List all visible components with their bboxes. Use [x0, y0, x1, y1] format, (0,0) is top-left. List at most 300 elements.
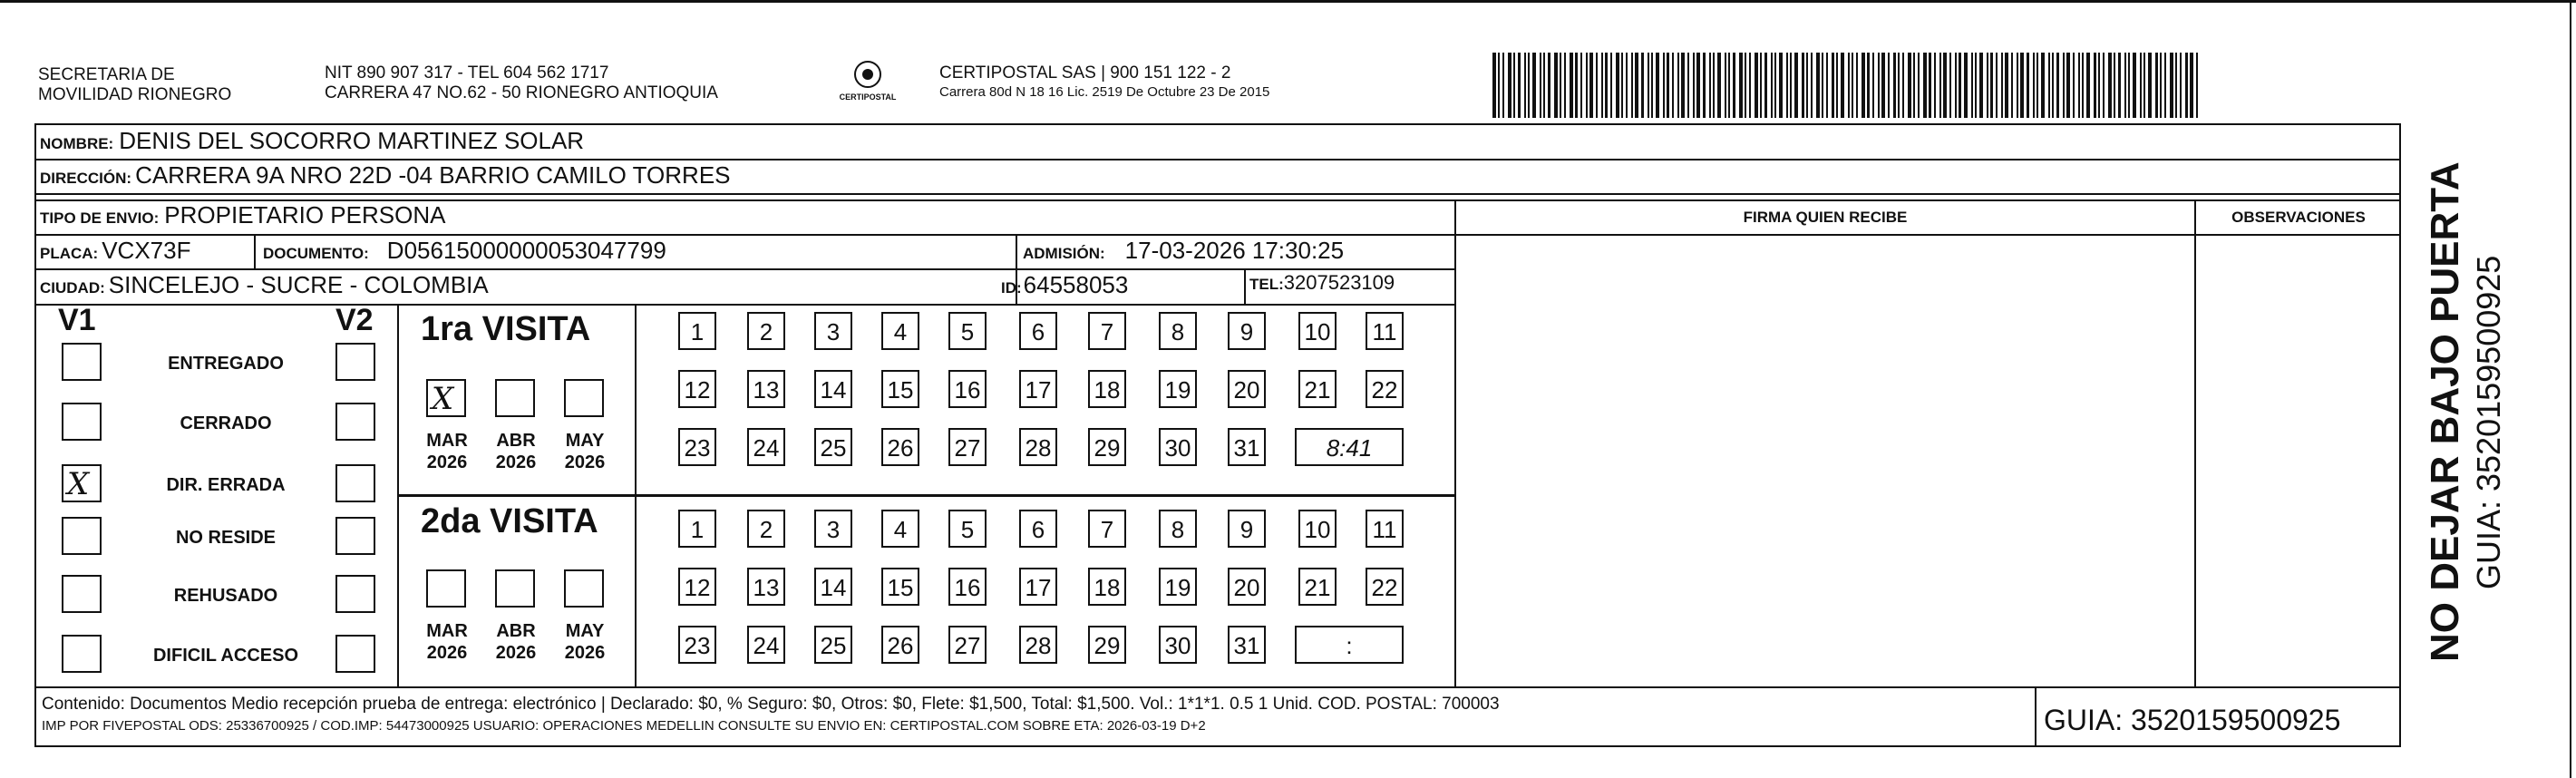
barcode-bar — [1779, 53, 1783, 118]
day-box[interactable]: 29 — [1088, 428, 1126, 466]
barcode-bar — [1492, 53, 1496, 118]
barcode-bar — [1867, 53, 1870, 118]
status-label: DIFICIL ACCESO — [152, 646, 298, 666]
barcode-bar — [2190, 53, 2193, 118]
month-year: 2026 — [426, 643, 468, 663]
barcode-bar — [1663, 53, 1665, 118]
month-year: 2026 — [495, 452, 537, 472]
v1-label: V1 — [58, 303, 96, 337]
month-year: 2026 — [495, 643, 537, 663]
barcode-bar — [1589, 53, 1593, 118]
day-box[interactable]: 1 — [678, 510, 716, 548]
barcode-bar — [1548, 53, 1550, 118]
barcode-bar — [2143, 53, 2145, 118]
barcode-bar — [1826, 53, 1828, 118]
entity-line1: SECRETARIA DE — [38, 65, 175, 84]
right-edge — [2570, 0, 2571, 778]
status-v1-checkbox[interactable] — [62, 343, 102, 381]
day-box[interactable]: 27 — [948, 626, 987, 664]
barcode-bar — [1524, 53, 1526, 118]
barcode-bar — [1918, 53, 1920, 118]
day-box[interactable]: 23 — [678, 428, 716, 466]
barcode-bar — [1677, 53, 1679, 118]
day-box[interactable]: 16 — [948, 370, 987, 408]
tipo-value: PROPIETARIO PERSONA — [164, 201, 446, 229]
barcode-bar — [1913, 53, 1915, 118]
day-box[interactable]: 11 — [1366, 312, 1404, 350]
barcode-bar — [1987, 53, 1988, 118]
side-warning: NO DEJAR BAJO PUERTA — [2423, 161, 2467, 662]
barcode-bar — [2052, 53, 2054, 118]
barcode-bar — [1822, 53, 1823, 118]
status-label: CERRADO — [180, 413, 272, 433]
day-box[interactable]: 12 — [678, 370, 716, 408]
day-box[interactable]: 26 — [881, 626, 919, 664]
barcode-bar — [1626, 53, 1628, 118]
day-box[interactable]: 3 — [814, 510, 852, 548]
barcode-bar — [1687, 53, 1689, 118]
day-box[interactable]: 27 — [948, 428, 987, 466]
tel-row — [1249, 271, 1395, 295]
barcode-bar — [1990, 53, 1993, 118]
month-year: 2026 — [564, 452, 606, 472]
month-name: MAY — [565, 621, 605, 641]
month-mark: X — [432, 381, 454, 417]
barcode-bar — [1667, 53, 1669, 118]
barcode-bar — [1872, 53, 1874, 118]
barcode-bar — [2103, 53, 2105, 118]
top-border — [0, 0, 2576, 3]
barcode-bar — [1856, 53, 1858, 118]
status-v1-checkbox[interactable] — [62, 635, 102, 673]
footer-guia: GUIA: 3520159500925 — [2044, 704, 2341, 736]
barcode-bar — [1836, 53, 1838, 118]
barcode-bar — [1725, 53, 1726, 118]
tipo-label: TIPO DE ENVIO: — [40, 209, 160, 227]
barcode-bar — [1852, 53, 1853, 118]
barcode-bar — [2133, 53, 2136, 118]
day-box[interactable]: 19 — [1159, 370, 1197, 408]
time-box[interactable]: 8:41 — [1295, 428, 1404, 466]
id-value: 64558053 — [1023, 271, 1129, 298]
month-checkbox[interactable] — [495, 379, 535, 417]
barcode-bar — [1908, 53, 1911, 118]
barcode-bar — [1816, 53, 1820, 118]
barcode-bar — [1681, 53, 1685, 118]
barcode-bar — [1893, 53, 1896, 118]
barcode-bar — [1755, 53, 1758, 118]
row-sep — [1454, 199, 2401, 201]
status-v1-mark: X — [67, 466, 90, 502]
documento-value: D05615000000053047799 — [386, 237, 666, 264]
barcode-bar — [2041, 53, 2045, 118]
barcode-bar — [2078, 53, 2080, 118]
month-checkbox[interactable] — [426, 569, 466, 608]
day-box[interactable]: 22 — [1366, 370, 1404, 408]
day-box[interactable]: 1 — [678, 312, 716, 350]
side-guia: GUIA: 3520159500925 — [2470, 255, 2507, 589]
nit-line2: CARRERA 47 NO.62 - 50 RIONEGRO ANTIOQUIA — [325, 83, 718, 102]
row-sep — [34, 686, 2401, 688]
barcode-bar — [1508, 53, 1512, 118]
barcode-bar — [1790, 53, 1792, 118]
day-box[interactable]: 28 — [1019, 428, 1057, 466]
day-box[interactable]: 3 — [814, 312, 852, 350]
barcode-bar — [1564, 53, 1566, 118]
barcode-bar — [2155, 53, 2158, 118]
month-year: 2026 — [426, 452, 468, 472]
barcode-bar — [1802, 53, 1804, 118]
barcode-bar — [1881, 53, 1885, 118]
nombre-row — [40, 127, 584, 155]
barcode-bar — [1760, 53, 1762, 118]
barcode-bar — [1596, 53, 1598, 118]
barcode-bar — [2086, 53, 2090, 118]
day-box[interactable]: 6 — [1019, 510, 1057, 548]
day-box[interactable]: 21 — [1298, 568, 1337, 606]
barcode-bar — [1717, 53, 1721, 118]
barcode-bar — [1733, 53, 1735, 118]
day-box[interactable]: 23 — [678, 626, 716, 664]
tel-value: 3207523109 — [1283, 271, 1395, 294]
courier-line2: Carrera 80d N 18 16 Lic. 2519 De Octubre 23 De 2015 — [939, 84, 1270, 100]
day-box[interactable]: 15 — [881, 370, 919, 408]
day-box[interactable]: 22 — [1366, 568, 1404, 606]
day-box[interactable]: 5 — [948, 312, 987, 350]
barcode-bar — [1794, 53, 1798, 118]
barcode-bar — [1888, 53, 1890, 118]
barcode-bar — [1806, 53, 1808, 118]
row-sep — [1454, 234, 2401, 236]
barcode-bar — [2005, 53, 2008, 118]
day-box[interactable]: 24 — [747, 428, 785, 466]
day-box[interactable]: 15 — [881, 568, 919, 606]
barcode-bar — [1959, 53, 1961, 118]
barcode-bar — [2128, 53, 2130, 118]
barcode-bar — [1713, 53, 1715, 118]
placa-row — [40, 237, 190, 265]
barcode-bar — [2027, 53, 2029, 118]
barcode-bar — [1975, 53, 1977, 118]
tel-label: TEL: — [1249, 276, 1284, 293]
barcode-bar — [2011, 53, 2013, 118]
day-box[interactable]: 4 — [881, 510, 919, 548]
day-box[interactable]: 17 — [1019, 370, 1057, 408]
time-box[interactable]: : — [1295, 626, 1404, 664]
entity-line2: MOVILIDAD RIONEGRO — [38, 85, 232, 104]
barcode-bar — [1709, 53, 1711, 118]
barcode-bar — [1971, 53, 1973, 118]
month-checkbox[interactable] — [495, 569, 535, 608]
month-year: 2026 — [564, 643, 606, 663]
barcode-bar — [1656, 53, 1659, 118]
barcode-bar — [1878, 53, 1880, 118]
barcode-bar — [1749, 53, 1751, 118]
month-checkbox[interactable] — [564, 379, 604, 417]
status-v2-checkbox[interactable] — [335, 403, 375, 441]
barcode-bar — [1832, 53, 1834, 118]
barcode-bar — [1502, 53, 1504, 118]
barcode-bar — [2164, 53, 2166, 118]
barcode-bar — [1696, 53, 1700, 118]
status-v2-checkbox[interactable] — [335, 635, 375, 673]
barcode-bar — [1786, 53, 1788, 118]
day-box[interactable]: 8 — [1159, 510, 1197, 548]
day-box[interactable]: 13 — [747, 568, 785, 606]
day-box[interactable]: 24 — [747, 626, 785, 664]
day-box[interactable]: 18 — [1088, 370, 1126, 408]
barcode-bar — [1540, 53, 1541, 118]
nit-block — [325, 63, 718, 103]
day-box[interactable]: 7 — [1088, 510, 1126, 548]
day-box[interactable]: 19 — [1159, 568, 1197, 606]
month-checkbox[interactable] — [426, 379, 466, 417]
day-box[interactable]: 5 — [948, 510, 987, 548]
day-box[interactable]: 10 — [1298, 312, 1337, 350]
day-box[interactable]: 17 — [1019, 568, 1057, 606]
barcode-bar — [2180, 53, 2182, 118]
barcode-bar — [1672, 53, 1674, 118]
barcode-bar — [2048, 53, 2050, 118]
barcode-bar — [2098, 53, 2100, 118]
barcode-bar — [1631, 53, 1633, 118]
barcode-bar — [2160, 53, 2162, 118]
day-box[interactable]: 9 — [1228, 510, 1266, 548]
barcode-bar — [1586, 53, 1588, 118]
barcode-bar — [2033, 53, 2035, 118]
barcode-bar — [1996, 53, 1998, 118]
barcode-bar — [1979, 53, 1983, 118]
day-box[interactable]: 10 — [1298, 510, 1337, 548]
barcode-bar — [2148, 53, 2152, 118]
status-label: ENTREGADO — [168, 354, 284, 374]
barcode-bar — [1635, 53, 1638, 118]
status-label: DIR. ERRADA — [166, 475, 286, 495]
barcode-bar — [1641, 53, 1644, 118]
barcode-bar — [2185, 53, 2188, 118]
barcode-bar — [1745, 53, 1746, 118]
visit-sep — [397, 494, 1454, 497]
barcode-bar — [1518, 53, 1521, 118]
day-box[interactable]: 6 — [1019, 312, 1057, 350]
row-sep — [34, 159, 2401, 160]
barcode-bar — [1498, 53, 1500, 118]
barcode-bar — [2140, 53, 2142, 118]
col-sep-placa — [254, 234, 256, 268]
footer-line1: Contenido: Documentos Medio recepción prueba de entrega: electrónico | Declarado: $0, % Seguro: $0, Otros: $0, Flete: $1,500, Total: $1,500. Vol.: 1*1*1. 0.5 1 Unid. COD. POSTAL: 700003 — [42, 695, 1500, 714]
nombre-label: NOMBRE: — [40, 135, 114, 152]
barcode-bar — [1939, 53, 1941, 118]
barcode-bar — [2082, 53, 2084, 118]
id-row — [1001, 271, 1128, 299]
barcode-bar — [1964, 53, 1968, 118]
row-sep — [34, 304, 1454, 306]
barcode-bar — [1923, 53, 1927, 118]
ciudad-row — [40, 271, 489, 299]
day-box[interactable]: 28 — [1019, 626, 1057, 664]
firma-label: FIRMA QUIEN RECIBE — [1743, 209, 1908, 226]
day-box[interactable]: 14 — [814, 370, 852, 408]
barcode-bar — [1605, 53, 1608, 118]
admision-value: 17-03-2026 17:30:25 — [1124, 237, 1345, 264]
barcode-bar — [1610, 53, 1612, 118]
month-name: ABR — [496, 431, 536, 451]
barcode-bar — [1943, 53, 1947, 118]
barcode-bar — [1543, 53, 1545, 118]
id-label: ID: — [1001, 279, 1022, 297]
barcode-bar — [1651, 53, 1653, 118]
admision-row — [1023, 237, 1344, 265]
col-sep-obs — [2194, 199, 2196, 686]
row-sep — [34, 193, 2401, 195]
day-box[interactable]: 30 — [1159, 626, 1197, 664]
barcode-bar — [1554, 53, 1558, 118]
status-v2-checkbox[interactable] — [335, 517, 375, 555]
barcode-bar — [1902, 53, 1904, 118]
ciudad-value: SINCELEJO - SUCRE - COLOMBIA — [108, 271, 489, 298]
nombre-value: DENIS DEL SOCORRO MARTINEZ SOLAR — [119, 127, 585, 154]
barcode-bar — [1934, 53, 1936, 118]
courier-block — [939, 63, 1269, 102]
courier-line1: CERTIPOSTAL SAS | 900 151 122 - 2 — [939, 63, 1231, 83]
barcode-bar — [1862, 53, 1865, 118]
row-sep — [34, 268, 1454, 270]
admision-label: ADMISIÓN: — [1023, 245, 1105, 262]
barcode-bar — [1532, 53, 1536, 118]
barcode-bar — [1848, 53, 1850, 118]
barcode-bar — [1703, 53, 1706, 118]
status-v2-checkbox[interactable] — [335, 575, 375, 613]
barcode-bar — [1898, 53, 1900, 118]
barcode-bar — [1764, 53, 1767, 118]
barcode-bar — [1739, 53, 1743, 118]
documento-label: DOCUMENTO: — [263, 245, 369, 262]
barcode-bar — [2094, 53, 2096, 118]
day-box[interactable]: 2 — [747, 312, 785, 350]
barcode-bar — [1728, 53, 1730, 118]
barcode-bar — [2114, 53, 2115, 118]
barcode-bar — [1771, 53, 1773, 118]
direccion-label: DIRECCIÓN: — [40, 170, 132, 187]
direccion-row — [40, 161, 731, 190]
status-label: NO RESIDE — [175, 528, 277, 548]
barcode-bar — [1513, 53, 1515, 118]
day-box[interactable]: 31 — [1228, 428, 1266, 466]
status-v1-checkbox[interactable] — [62, 575, 102, 613]
day-box[interactable]: 8 — [1159, 312, 1197, 350]
barcode-bar — [2108, 53, 2112, 118]
month-name: MAR — [426, 621, 468, 641]
barcode-bar — [2073, 53, 2075, 118]
day-box[interactable]: 18 — [1088, 568, 1126, 606]
barcode-bar — [2063, 53, 2065, 118]
barcode-bar — [1560, 53, 1561, 118]
day-box[interactable]: 25 — [814, 428, 852, 466]
status-v1-checkbox[interactable] — [62, 517, 102, 555]
row-sep — [34, 234, 1454, 236]
status-label: REHUSADO — [173, 586, 278, 606]
logo-text: CERTIPOSTAL — [839, 92, 897, 102]
barcode-bar — [1955, 53, 1957, 118]
barcode-bar — [2118, 53, 2121, 118]
observaciones-label: OBSERVACIONES — [2231, 209, 2366, 226]
barcode-bar — [1774, 53, 1776, 118]
status-v2-checkbox[interactable] — [335, 464, 375, 502]
day-box[interactable]: 11 — [1366, 510, 1404, 548]
v2-label: V2 — [335, 303, 374, 337]
barcode-bar — [1616, 53, 1619, 118]
barcode-bar — [1949, 53, 1951, 118]
barcode-bar — [1811, 53, 1813, 118]
visit1-title: 1ra VISITA — [421, 310, 591, 348]
day-box[interactable]: 29 — [1088, 626, 1126, 664]
day-box[interactable]: 26 — [881, 428, 919, 466]
barcode-bar — [1575, 53, 1578, 118]
day-box[interactable]: 13 — [747, 370, 785, 408]
day-box[interactable]: 14 — [814, 568, 852, 606]
placa-value: VCX73F — [102, 237, 191, 264]
day-box[interactable]: 4 — [881, 312, 919, 350]
day-box[interactable]: 30 — [1159, 428, 1197, 466]
barcode-bar — [2170, 53, 2173, 118]
direccion-value: CARRERA 9A NRO 22D -04 BARRIO CAMILO TORRES — [135, 161, 731, 189]
barcode-bar — [1693, 53, 1695, 118]
status-v2-checkbox[interactable] — [335, 343, 375, 381]
visit2-title: 2da VISITA — [421, 502, 598, 540]
placa-label: PLACA: — [40, 245, 99, 262]
day-box[interactable]: 20 — [1228, 370, 1266, 408]
barcode-bar — [2124, 53, 2126, 118]
barcode-bar — [2036, 53, 2038, 118]
barcode-bar — [2020, 53, 2024, 118]
day-box[interactable]: 31 — [1228, 626, 1266, 664]
col-sep-firma — [1454, 199, 1456, 686]
barcode-bar — [1570, 53, 1573, 118]
day-box[interactable]: 12 — [678, 568, 716, 606]
barcode-bar — [1601, 53, 1603, 118]
certipostal-logo — [834, 60, 901, 107]
barcode-bar — [2196, 53, 2198, 118]
day-box[interactable]: 2 — [747, 510, 785, 548]
nit-line1: NIT 890 907 317 - TEL 604 562 1717 — [325, 63, 609, 83]
barcode-bar — [1929, 53, 1931, 118]
month-checkbox[interactable] — [564, 569, 604, 608]
barcode-bar — [2066, 53, 2070, 118]
month-name: MAY — [565, 431, 605, 451]
barcode-bar — [1841, 53, 1844, 118]
col-sep-tel — [1244, 268, 1246, 304]
entity-name — [38, 65, 231, 105]
status-v1-checkbox[interactable] — [62, 403, 102, 441]
barcode-bar — [2056, 53, 2059, 118]
footer-guia-sep — [2035, 688, 2036, 747]
barcode-bar — [1648, 53, 1649, 118]
day-box[interactable]: 20 — [1228, 568, 1266, 606]
day-box[interactable]: 25 — [814, 626, 852, 664]
barcode-bar — [2017, 53, 2018, 118]
day-box[interactable]: 21 — [1298, 370, 1337, 408]
ciudad-label: CIUDAD: — [40, 279, 105, 297]
day-box[interactable]: 9 — [1228, 312, 1266, 350]
documento-row — [263, 237, 666, 265]
month-name: MAR — [426, 431, 468, 451]
barcode-bar — [2175, 53, 2177, 118]
barcode-bar — [1528, 53, 1530, 118]
day-box[interactable]: 7 — [1088, 312, 1126, 350]
status-v1-checkbox[interactable] — [62, 464, 102, 502]
barcode-bar — [1580, 53, 1582, 118]
day-box[interactable]: 16 — [948, 568, 987, 606]
